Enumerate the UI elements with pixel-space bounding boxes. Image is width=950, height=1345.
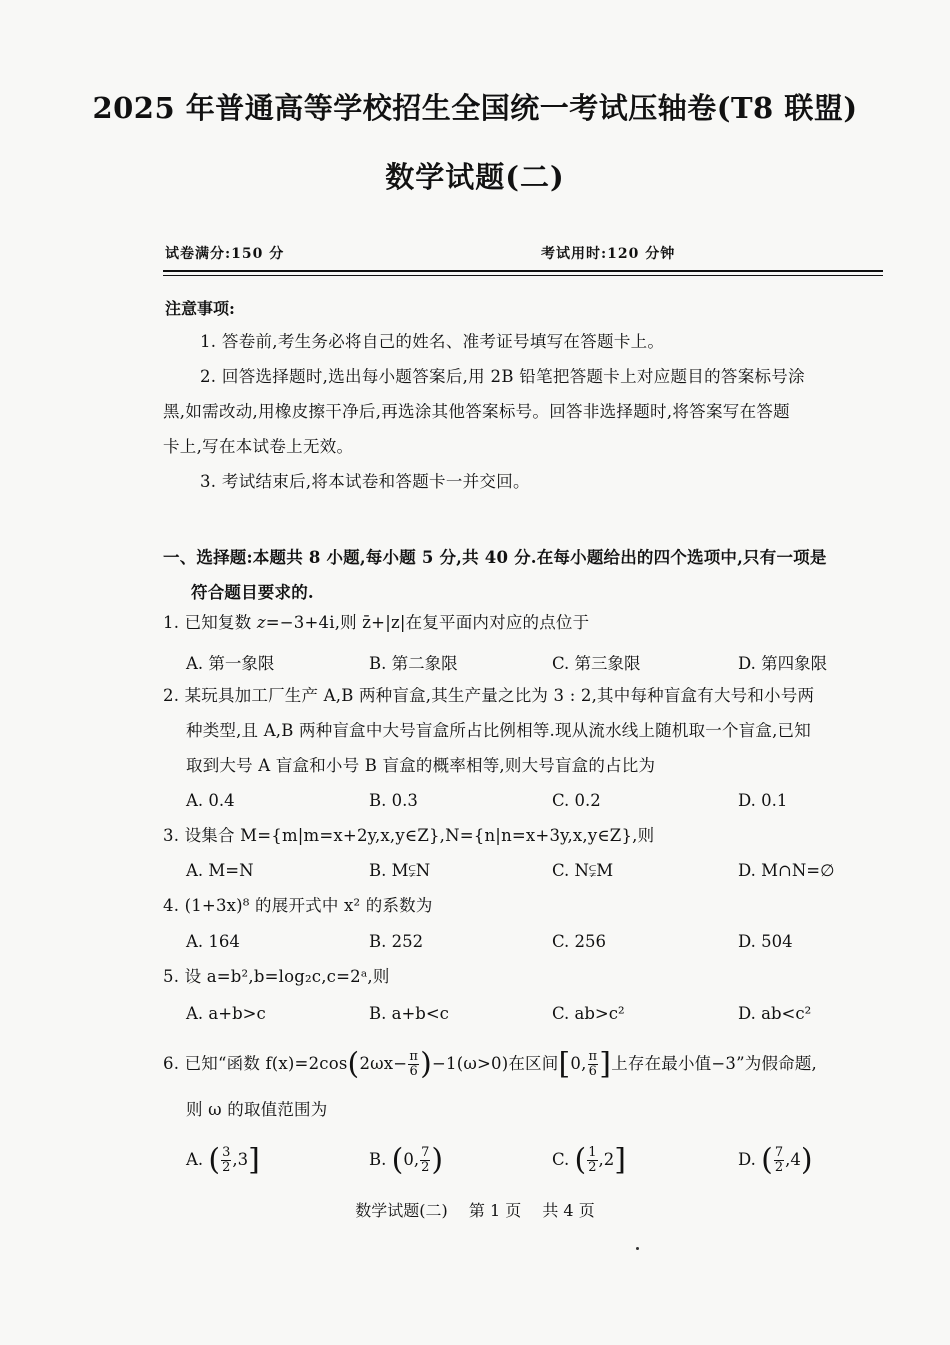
page-footer: [0, 1198, 950, 1221]
q6-c-label: C.: [552, 1150, 570, 1169]
q6-bracket-close: ]: [599, 1046, 612, 1082]
q3-option-a[interactable]: A. M=N: [186, 861, 254, 880]
q6-a-label: A.: [186, 1150, 204, 1169]
q2-option-a[interactable]: A. 0.4: [186, 791, 235, 810]
footer-total-pages: 共 4 页: [542, 1201, 595, 1220]
section-line1: 一、选择题:本题共 8 小题,每小题 5 分,共 40 分.在每小题给出的四个选项中,只有一项是: [163, 548, 827, 567]
q6-paren-close: ): [420, 1046, 432, 1082]
q1-option-a[interactable]: A. 第一象限: [186, 654, 275, 673]
q6-option-c[interactable]: C. ( $\frac{1}{2}$ ,2]: [552, 1142, 627, 1178]
q2-option-c[interactable]: C. 0.2: [552, 791, 601, 810]
question-1-stem: [163, 605, 888, 640]
q1-option-b[interactable]: B. 第二象限: [369, 654, 458, 673]
q6-c-tail: ,2: [598, 1150, 615, 1169]
q6-fraction-pi-6: [408, 1050, 419, 1079]
q6-a-num: 3: [222, 1145, 231, 1160]
q6-stem-a: 6. 已知“函数 f(x)=2cos: [163, 1054, 348, 1073]
q2-option-d[interactable]: D. 0.1: [738, 791, 788, 810]
q6-a-fraction: [221, 1146, 231, 1175]
q6-bracket-open: [: [558, 1046, 571, 1082]
section-heading: [163, 540, 888, 610]
q2-option-b[interactable]: B. 0.3: [369, 791, 418, 810]
exam-subtitle: 数学试题(二): [385, 160, 565, 194]
q6-b-label: B.: [369, 1150, 387, 1169]
q6-b-fraction: [420, 1146, 430, 1175]
q6-frac-num: π: [409, 1049, 419, 1064]
question-3-stem: 3. 设集合 M={m|m=x+2y,x,y∈Z},N={n|n=x+3y,x,y∈Z},则: [163, 826, 655, 845]
q4-option-d[interactable]: D. 504: [738, 932, 793, 951]
q3-option-c[interactable]: C. N⫋M: [552, 861, 614, 880]
q6-d-num: 7: [774, 1145, 784, 1160]
q6-stem-d: 上存在最小值−3”为假命题,: [611, 1054, 817, 1073]
q6-d-fraction: [774, 1146, 784, 1175]
q6-option-b[interactable]: B. (0, $\frac{7}{2}$ ): [369, 1142, 444, 1178]
q6-int-frac-den: 6: [588, 1064, 598, 1079]
q6-option-a[interactable]: A. ( $\frac{3}{2}$ ,3]: [186, 1142, 260, 1178]
question-5-options: [186, 1004, 886, 1038]
q6-paren-open: (: [347, 1046, 360, 1082]
section-line2: 符合题目要求的.: [191, 583, 314, 602]
q6-c-den: 2: [588, 1160, 597, 1175]
q6-b-den: 2: [421, 1160, 430, 1175]
question-2-line2: 种类型,且 A,B 两种盲盒中大号盲盒所占比例相等.现从流水线上随机取一个盲盒,已知: [186, 721, 811, 740]
q6-option-d[interactable]: D. ( $\frac{7}{2}$ ,4): [738, 1142, 813, 1178]
q1-option-c[interactable]: C. 第三象限: [552, 654, 641, 673]
notes-heading: 注意事项:: [165, 299, 235, 318]
note-3: 3. 考试结束后,将本试卷和答题卡一并交回。: [200, 472, 530, 491]
q6-c-fraction: [587, 1146, 597, 1175]
q4-option-b[interactable]: B. 252: [369, 932, 424, 951]
q6-c-num: 1: [588, 1145, 597, 1160]
full-score: 试卷满分:150 分: [165, 246, 285, 262]
q6-stem-c: −1(ω>0)在区间: [431, 1054, 559, 1073]
header-rule-thick: [163, 270, 883, 272]
q5-option-c[interactable]: C. ab>c²: [552, 1004, 625, 1023]
q6-d-den: 2: [774, 1160, 784, 1175]
footer-page-number: 第 1 页: [468, 1201, 522, 1220]
question-6-options: [186, 1138, 886, 1182]
header-rule-thin: [163, 275, 883, 276]
q6-interval-start: 0,: [570, 1054, 587, 1073]
q6-a-den: 2: [222, 1160, 231, 1175]
q4-option-a[interactable]: A. 164: [186, 932, 240, 951]
q6-frac-den: 6: [409, 1064, 418, 1079]
note-2-line1: 2. 回答选择题时,选出每小题答案后,用 2B 铅笔把答题卡上对应题目的答案标号涂: [200, 367, 805, 386]
q5-option-d[interactable]: D. ab<c²: [738, 1004, 812, 1023]
q5-option-b[interactable]: B. a+b<c: [369, 1004, 449, 1023]
question-6-stem: [163, 1044, 888, 1084]
q1-option-d[interactable]: D. 第四象限: [738, 654, 828, 673]
question-5-stem: 5. 设 a=b²,b=log₂c,c=2ᵃ,则: [163, 967, 390, 986]
footer-exam-name: 数学试题(二): [355, 1201, 448, 1220]
question-2-line1: 2. 某玩具加工厂生产 A,B 两种盲盒,其生产量之比为 3 : 2,其中每种盲盒有大号和小号两: [163, 686, 815, 705]
question-2-line3: 取到大号 A 盲盒和小号 B 盲盒的概率相等,则大号盲盒的占比为: [186, 756, 656, 775]
q1-stem-c: =−3+4i,则 z̄+|z|在复平面内对应的点位于: [265, 613, 590, 632]
exam-title: 2025 年普通高等学校招生全国统一考试压轴卷(T8 联盟): [92, 91, 858, 125]
question-6-line2: 则 ω 的取值范围为: [186, 1100, 328, 1119]
q6-int-frac-num: π: [588, 1049, 598, 1064]
q6-interval-fraction: [588, 1050, 599, 1079]
q5-option-a[interactable]: A. a+b>c: [186, 1004, 266, 1023]
q3-option-b[interactable]: B. M⫋N: [369, 861, 431, 880]
question-4-stem: 4. (1+3x)⁸ 的展开式中 x² 的系数为: [163, 896, 433, 915]
q6-b-num: 7: [421, 1145, 430, 1160]
q3-option-d[interactable]: D. M∩N=∅: [738, 861, 835, 880]
q6-stem-b: 2ωx−: [359, 1054, 408, 1073]
q6-d-label: D.: [738, 1150, 756, 1169]
note-2-line2: 黑,如需改动,用橡皮擦干净后,再选涂其他答案标号。回答非选择题时,将答案写在答题: [163, 402, 790, 421]
note-2-line3: 卡上,写在本试卷上无效。: [163, 437, 354, 456]
q4-option-c[interactable]: C. 256: [552, 932, 607, 951]
q6-a-tail: ,3: [232, 1150, 249, 1169]
note-1: 1. 答卷前,考生务必将自己的姓名、准考证号填写在答题卡上。: [200, 332, 665, 351]
scan-speck: [636, 1247, 639, 1250]
q1-var-z: z: [256, 613, 266, 632]
q1-stem-a: 1. 已知复数: [163, 613, 257, 632]
exam-time: 考试用时:120 分钟: [541, 246, 676, 262]
q6-d-tail: ,4: [785, 1150, 801, 1169]
q6-b-head: 0,: [403, 1150, 420, 1169]
